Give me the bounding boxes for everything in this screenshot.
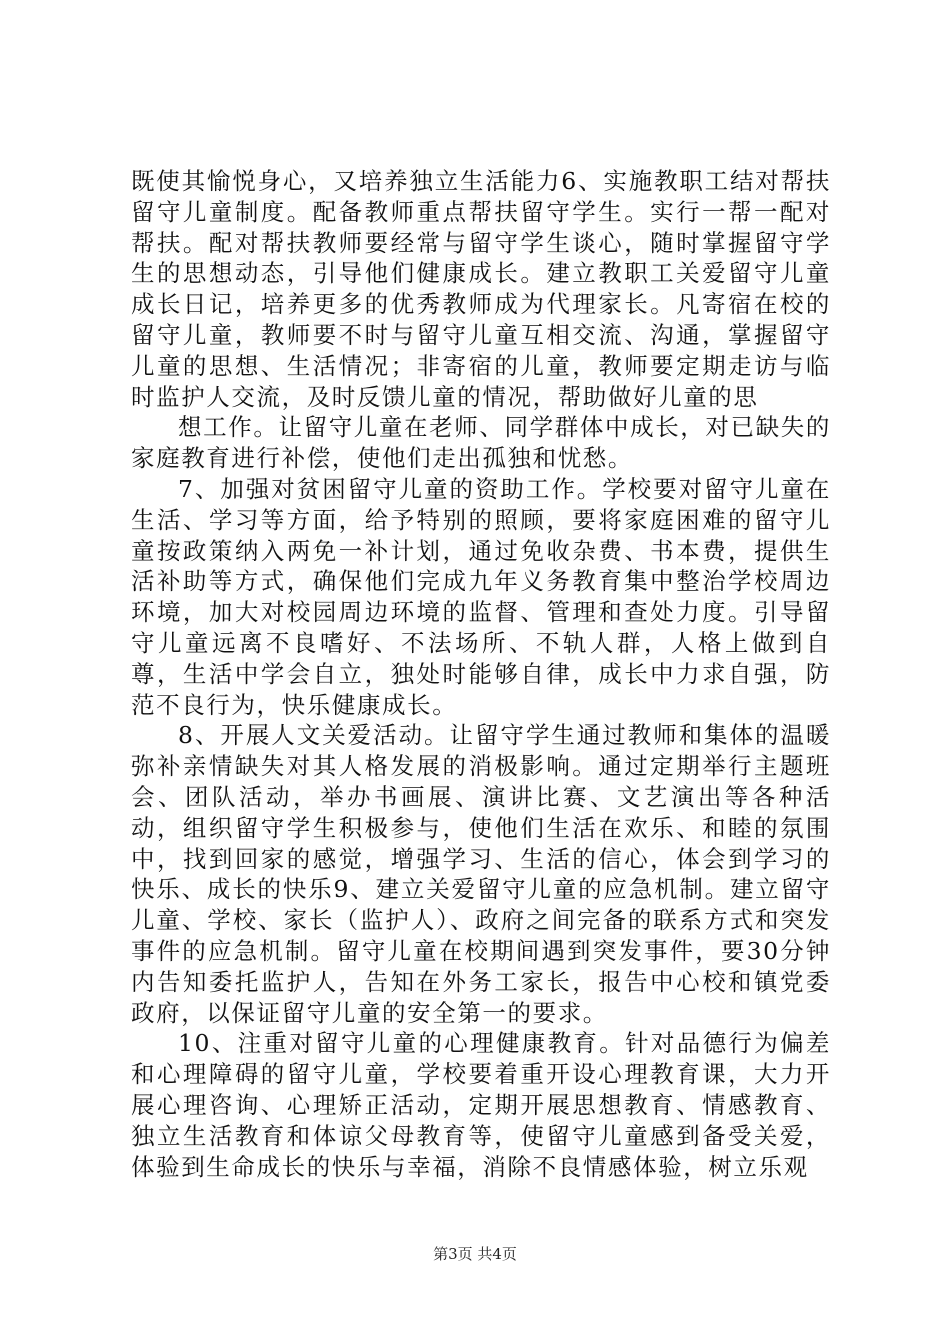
paragraph-item-8: 8、开展人文关爱活动。让留守学生通过教师和集体的温暖弥补亲情缺失对其人格发展的消极影响。通过定期举行主题班会、团队活动，举办书画展、演讲比赛、文艺演出等各种活动，组织留守学生积极参与，使他们生活在欢乐、和睦的氛围中，找到回家的感觉，增强学习、生活的信心，体会到学习的快乐、成长的快乐9、建立关爱留守儿童的应急机制。建立留守儿童、学校、家长（监护人）、政府之间完备的联系方式和突发事件的应急机制。留守儿童在校期间遇到突发事件，要30分钟内告知委托监护人，告知在外务工家长，报告中心校和镇党委政府，以保证留守儿童的安全第一的要求。 xyxy=(131,721,831,1027)
paragraph-item-10: 10、注重对留守儿童的心理健康教育。针对品德行为偏差和心理障碍的留守儿童，学校要着重开设心理教育课，大力开展心理咨询、心理矫正活动，定期开展思想教育、情感教育、独立生活教育和体谅父母教育等，使留守儿童感到备受关爱，体验到生命成长的快乐与幸福，消除不良情感体验，树立乐观 xyxy=(131,1029,831,1181)
paragraph-thought-work: 想工作。让留守儿童在老师、同学群体中成长，对已缺失的家庭教育进行补偿，使他们走出孤独和忧愁。 xyxy=(131,413,831,473)
paragraph-continued: 既使其愉悦身心，又培养独立生活能力6、实施教职工结对帮扶留守儿童制度。配备教师重点帮扶留守学生。实行一帮一配对帮扶。配对帮扶教师要经常与留守学生谈心，随时掌握留守学生的思想动态，引导他们健康成长。建立教职工关爱留守儿童成长日记，培养更多的优秀教师成为代理家长。凡寄宿在校的留守儿童，教师要不时与留守儿童互相交流、沟通，掌握留守儿童的思想、生活情况；非寄宿的儿童，教师要定期走访与临时监护人交流，及时反馈儿童的情况，帮助做好儿童的思 xyxy=(131,167,831,411)
paragraph-item-7: 7、加强对贫困留守儿童的资助工作。学校要对留守儿童在生活、学习等方面，给予特别的照顾，要将家庭困难的留守儿童按政策纳入两免一补计划，通过免收杂费、书本费，提供生活补助等方式，确保他们完成九年义务教育集中整治学校周边环境，加大对校园周边环境的监督、管理和查处力度。引导留守儿童远离不良嗜好、不法场所、不轨人群，人格上做到自尊，生活中学会自立，独处时能够自律，成长中力求自强，防范不良行为，快乐健康成长。 xyxy=(131,474,831,719)
page-number-footer: 第3页 共4页 xyxy=(433,1245,517,1263)
document-body xyxy=(131,166,831,1182)
